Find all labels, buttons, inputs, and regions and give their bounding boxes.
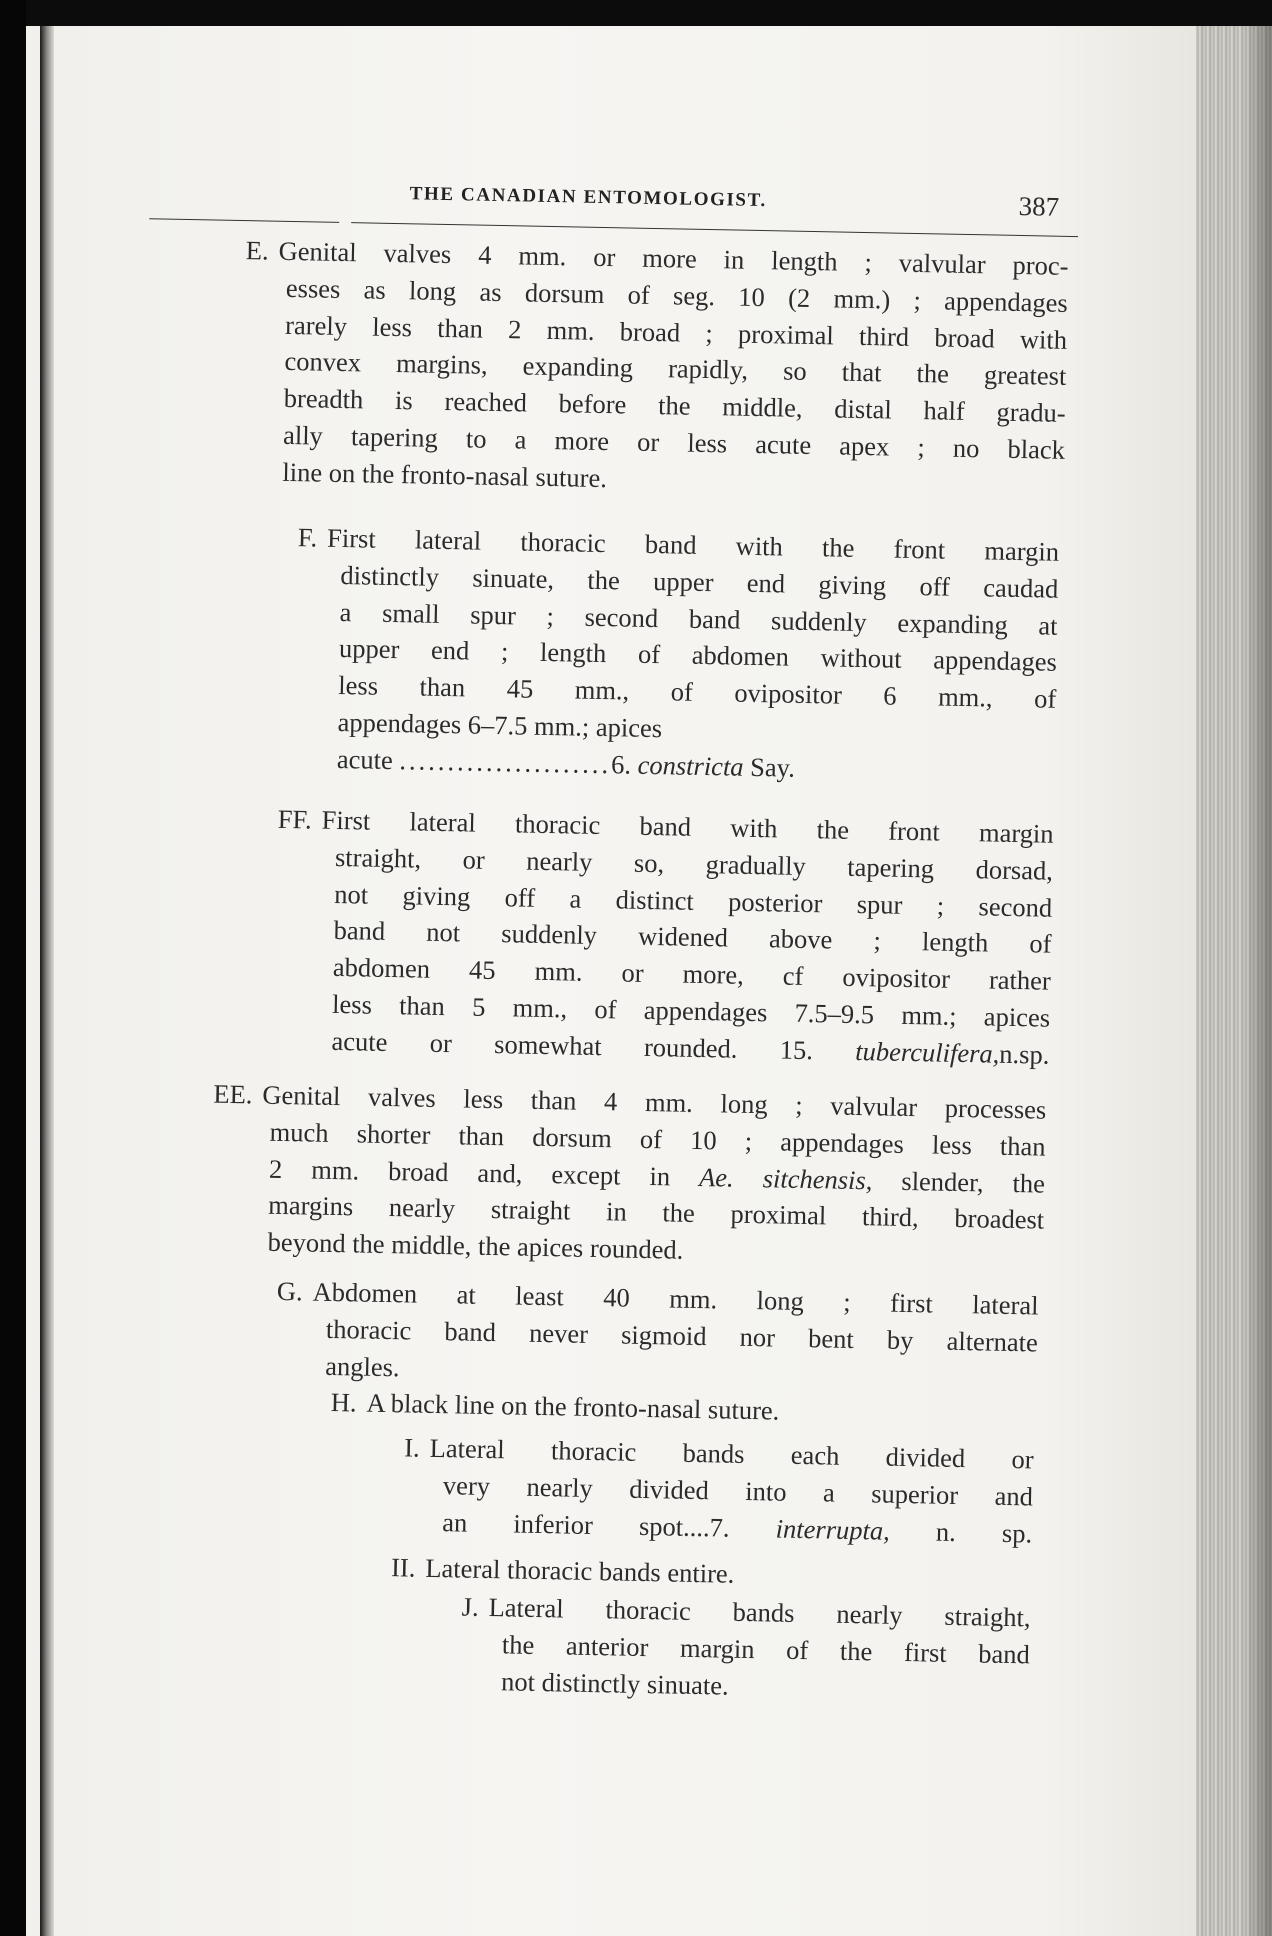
key-entry-j [461,1589,1031,1710]
entry-line: thoracic band never sigmoid nor bent by alternate [325,1313,1039,1358]
entry-label: E. [245,235,269,266]
entry-line: the anterior margin of the first band [501,1629,1031,1670]
entry-line: abdomen 45 mm. or more, cf ovipositor rather [332,952,1052,996]
key-entry-ii [390,1550,826,1594]
page-fore-edge [1196,26,1272,1936]
entry-line: convex margins, expanding rapidly, so that the greatest [284,346,1067,392]
dot-leader: ...................... [399,744,612,780]
book-spine [0,0,26,1936]
entry-line: Abdomen at least 40 mm. long ; first lateral [312,1276,1039,1321]
key-entry-i [403,1430,1034,1552]
entry-label: J. [461,1591,479,1622]
line-text: slender, the [872,1164,1046,1199]
entry-line: Genital valves less than 4 mm. long ; valvular processes [262,1079,1047,1125]
entry-line: less than 5 mm., of appendages 7.5–9.5 mm.; apices [331,988,1051,1033]
species-name: constricta [637,749,744,782]
key-text: acute or somewhat rounded. [331,1025,738,1064]
key-entry-f [297,520,1060,792]
key-entry-ff [277,802,1054,1074]
entry-line: appendages 6–7.5 mm.; apices [337,706,663,744]
species-author: Say. [749,751,796,783]
entry-line: rarely less than 2 mm. broad ; proximal third broad with [284,309,1068,355]
entry-line: less than 45 mm., of ovipositor 6 mm., of [338,670,1057,714]
species-number: 6. [610,749,632,780]
entry-line: angles. [324,1350,400,1382]
entry-line: much shorter than dorsum of 10 ; appendages less than [269,1116,1046,1162]
entry-line: not giving off a distinct posterior spur ; second [334,878,1053,923]
entry-label: G. [276,1275,303,1307]
species-name: interrupta, [775,1513,891,1546]
entry-line: margins nearly straight in the proximal third, broadest [268,1190,1045,1236]
dot-leader: .... [682,1511,710,1542]
entry-line: upper end ; length of abdomen without appendages [338,633,1058,678]
entry-label: II. [390,1552,416,1583]
entry-line: First lateral thoracic band with the front margin [326,522,1060,567]
key-entry-ee [213,1077,1047,1276]
key-text: acute [336,743,394,775]
entry-line: beyond the middle, the apices rounded. [267,1226,684,1265]
species-number: 7. [709,1511,730,1543]
entry-line: breadth is reached before the middle, distal half gradu- [283,383,1066,429]
entry-line: A black line on the fronto-nasal suture. [366,1387,780,1426]
entry-label: EE. [213,1078,253,1110]
entry-line: Lateral thoracic bands nearly straight, [488,1592,1031,1633]
entry-line: straight, or nearly so, gradually tapering dorsad, [334,841,1054,886]
entry-line: a small spur ; second band suddenly expanding at [339,596,1058,641]
key-text: an inferior spot [441,1506,684,1542]
entry-line: Lateral thoracic bands each divided or [429,1432,1034,1475]
entry-label: F. [297,522,318,553]
species-name: Ae. sitchensis, [698,1161,873,1195]
entry-line: very nearly divided into a superior and [442,1469,1034,1512]
species-name: tuberculifera, [855,1035,1000,1069]
species-number: 15. [779,1034,814,1065]
entry-line: ally tapering to a more or less acute apex ; no black [282,419,1066,465]
entry-line: distinctly sinuate, the upper end giving off caudad [340,559,1059,604]
key-entry-g [276,1274,1039,1398]
species-author: n.sp. [999,1038,1050,1070]
entry-line: First lateral thoracic band with the front margin [321,804,1054,849]
running-head: THE CANADIAN ENTOMOLOGIST. [409,183,767,212]
entry-line: Genital valves 4 mm. or more in length ; valvular proc- [278,235,1069,281]
species-author: n. sp. [935,1516,1033,1549]
entry-line: line on the fronto-nasal suture. [282,456,608,493]
entry-line: esses as long as dorsum of seg. 10 (2 mm.) ; appendages [285,272,1069,318]
page-gutter [40,26,54,1936]
entry-line: not distinctly sinuate. [500,1665,729,1701]
entry-label: FF. [277,803,313,835]
entry-line: band not suddenly widened above ; length of [333,915,1052,960]
line-text: 2 mm. broad and, except in [268,1153,700,1192]
page-number: 387 [1018,190,1060,222]
key-entry-e [245,233,1069,506]
entry-label: I. [403,1432,420,1463]
entry-label: H. [330,1386,357,1418]
entry-line: Lateral thoracic bands entire. [425,1552,735,1589]
